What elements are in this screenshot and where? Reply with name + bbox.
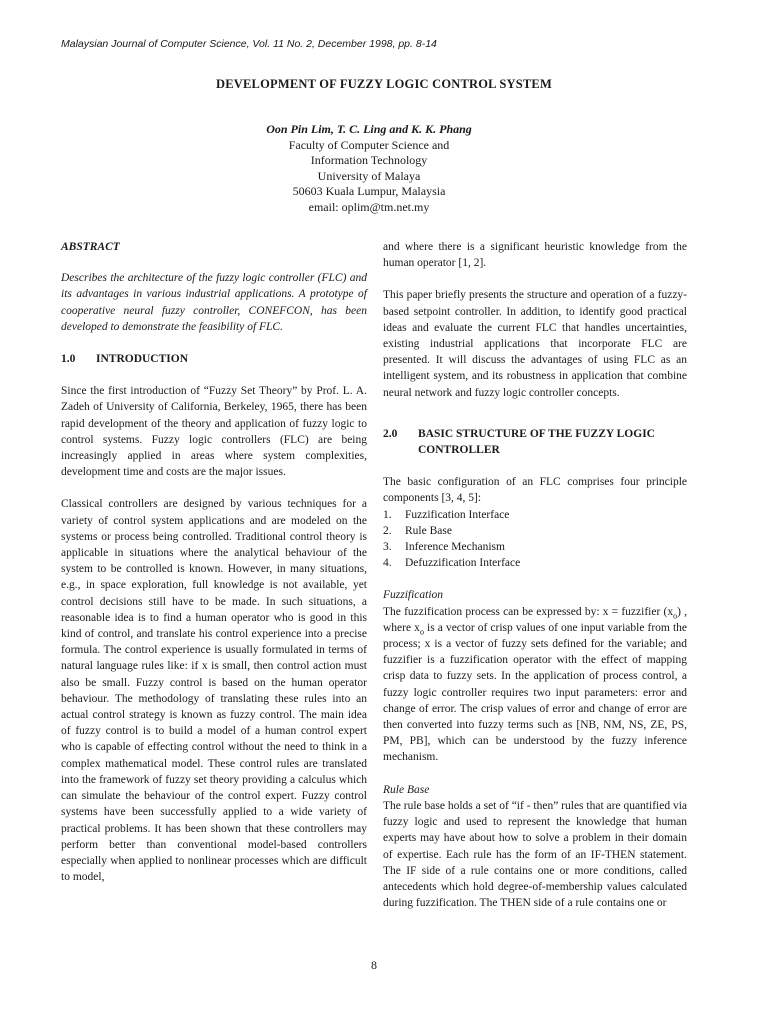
paper-title: DEVELOPMENT OF FUZZY LOGIC CONTROL SYSTEM [216,77,552,91]
paragraph: Since the first introduction of “Fuzzy Set Theory” by Prof. L. A. Zadeh of University of California, Berkeley, 1965, there has been rapid development of the theory and application of fuzzy logic to control systems. Fuzzy logic controllers (FLC) are being increasingly applied in areas where system complexities, development time and costs are the major issues. [61,385,367,479]
affiliation-line: University of Malaya [317,168,421,183]
list-item: 2. Rule Base [383,524,452,537]
author-names: Oon Pin Lim, T. C. Ling and K. K. Phang [266,122,472,136]
journal-header: Malaysian Journal of Computer Science, Vol. 11 No. 2, December 1998, pp. 8-14 [61,38,437,50]
address-line: 50603 Kuala Lumpur, Malaysia [292,184,446,198]
subsection-heading-rule-base: Rule Base [383,783,430,796]
paragraph-fuzzification: The fuzzification process can be expressed by: x = fuzzifier $(x_o)$ , where $x_o$ is a vector of crisp values of one input variable from the process; x is a vector of fuzzy sets defined for the variable; and fuzzifier is a fuzzification operator with the effect of mapping crisp data to fuzzy sets. In the application of process control, a fuzzy logic controller requires two input parameters: error and change of error. The crisp values of error and change of error are then converted into fuzzy terms such as [NB, NM, NS, ZE, PS, PM, PB], which can be understood by the fuzzy inference mechanism. [383,605,687,764]
paragraph: Classical controllers are designed by various techniques for a variety of control system applications and are modeled on the systems or process being controlled. Traditional control theory is applicable in situations where the analytical behaviour of the system to be controlled is known. However, in many situations, e.g., in space exploration, full knowledge is not available, yet control decisions still have to be made. In such situations, a reasonable idea is to find a human operator who is good in this kind of control, and translate his control experience into a precise formula. The control experience is usually formulated in terms of natural language rules like: if x is small, then control action must also be small. Fuzzy control is based on the human operator behaviour. The methodology of translating these rules into an actual control strategy is known as fuzzy control. The main idea of fuzzy control is to build a model of a human control expert who is capable of effecting control without the need to think in a complex mathematical model. These control rules are translated into the framework of fuzzy set theory providing a calculus which can simulate the behaviour of the control expert. Fuzzy control systems have been successfully applied to a wide variety of practical problems. It has been shown that these controllers may perform better than conventional model-based controllers especially when applied to nonlinear processes which are difficult to model, [61,498,367,884]
affiliation-line: Faculty of Computer Science and [288,137,450,152]
affiliation-line: Information Technology [310,153,428,167]
email-line: email: oplim@tm.net.my [308,199,430,214]
paragraph: The basic configuration of an FLC comprises four principle components [3, 4, 5]: [383,476,687,505]
section-heading-introduction [61,351,367,367]
abstract-text: Describes the architecture of the fuzzy logic controller (FLC) and its advantages in various industrial applications. A prototype of cooperative neural fuzzy controller, CONEFCON, has been developed to demonstrate the feasibility of FLC. [61,272,367,333]
section-heading-basic-structure [383,426,687,458]
list-item: 1. Fuzzification Interface [383,508,510,521]
paragraph: This paper briefly presents the structure and operation of a fuzzy-based setpoint controller. In addition, to identify good practical ideas and evaluate the current FLC that handles uncertainties, existing industrial applications that incorporate FLC are presented. It will discuss the advantages of using FLC as an intelligent system, and its robustness in application that combine neural network and fuzzy logic controller concepts. [383,289,687,399]
section-title: BASIC STRUCTURE OF THE FUZZY LOGIC CONTROLLER [418,427,655,457]
abstract-heading: ABSTRACT [61,241,120,253]
right-column [383,239,687,927]
list-item: 3. Inference Mechanism [383,541,505,554]
section-number: 2.0 [383,427,398,440]
subsection-heading-fuzzification: Fuzzification [383,589,444,602]
author-block [0,122,738,215]
page-number: 8 [371,958,377,972]
list-item: 4. Defuzzification Interface [383,557,521,570]
paragraph-rule-base: The rule base holds a set of “if - then” rules that are quantified via fuzzy logic and used to represent the knowledge that human experts may have about how to solve a problem in their domain of expertise. Each rule has the form of an IF-THEN statement. The IF side of a rule contains one or more conditions, called antecedents which hold degree-of-membership values calculated during fuzzification. The THEN side of a rule contains one or [383,799,687,910]
section-title: INTRODUCTION [96,353,189,366]
left-column [61,239,367,901]
component-list [383,507,687,572]
section-number: 1.0 [61,353,76,366]
paragraph: and where there is a significant heuristic knowledge from the human operator [1, 2]. [383,241,687,270]
